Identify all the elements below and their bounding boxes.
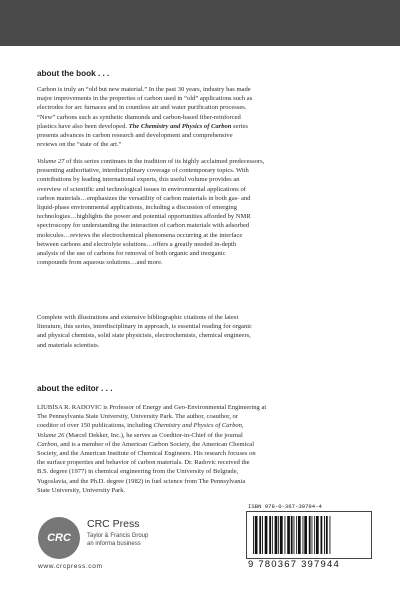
barcode-bar [262, 516, 263, 554]
barcode-bar [255, 516, 258, 554]
barcode-bar [309, 516, 311, 554]
barcode-bar [314, 516, 315, 554]
text-line: electrodes for arc furnaces and in countless air and water purification processes. [37, 104, 247, 112]
text-line: Yugoslavia, and the Ph.D. degree (1982) in fuel science from The Pennsylvania [37, 477, 246, 485]
text-line: and materials scientists. [37, 341, 100, 349]
text-line: molecules…reviews the electrochemical phenomena occurring at the interface [37, 231, 243, 239]
about-book-heading: about the book . . . [37, 69, 110, 78]
text-run: coeditor of over 150 publications, including [37, 422, 154, 430]
text-line: presents advances in carbon research and development and comprehensive [37, 132, 233, 140]
crc-logo [38, 517, 80, 559]
book-title: Chemistry and Physics of Carbon, [153, 422, 244, 430]
barcode-bar [321, 516, 323, 554]
barcode-bar [303, 516, 304, 554]
text-line: State University, University Park. [37, 486, 126, 494]
text-line: liquid-phase environmental applications, including a discussion of emerging [37, 204, 237, 212]
text-line: B.S. degree (1977) in chemical engineering from the University of Belgrade, [37, 468, 239, 476]
barcode-bar [298, 516, 301, 554]
text-line: presenting authoritative, interdisciplinary coverage of contemporary topics. With [37, 167, 249, 175]
barcode-bar [275, 516, 278, 554]
about-book-paragraph-2 [37, 157, 365, 267]
text-run: (Marcel Dekker, Inc.), he serves as Coeditor-in-Chief of the journal [64, 431, 243, 439]
about-book-paragraph-1 [37, 85, 365, 149]
barcode-bar [330, 516, 331, 554]
barcode-bar [280, 516, 283, 554]
text-run: of this series continues in the tradition of its highly acclaimed predecessors, [64, 158, 265, 165]
barcode-bar [272, 516, 273, 554]
isbn-label: ISBN 978-0-367-39794-4 [248, 503, 322, 510]
volume-ref: Volume 26 [37, 431, 65, 439]
text-line: Complete with illustrations and extensive bibliographic citations of the latest [37, 314, 239, 321]
text-run: , and is a member of the American Carbon Society, the American Chemical [57, 440, 255, 448]
publisher-name: CRC Press [87, 518, 140, 530]
crc-logo-text: CRC [47, 532, 71, 544]
barcode-bar [269, 516, 271, 554]
text-line [37, 431, 365, 440]
publisher-group: Taylor & Francis Group [87, 533, 149, 539]
about-book-paragraph-3 [37, 313, 365, 350]
volume-ref: Volume 27 [37, 158, 65, 165]
text-line: LİUBİSA R. RADOVIC is Professor of Energy and Geo-Environmental Engineering at [37, 404, 267, 411]
barcode-bar [316, 516, 319, 554]
text-line [37, 157, 365, 166]
text-line: Society, and the American Institute of Chemical Engineers. His research focuses on [37, 450, 256, 458]
barcode-bar [296, 516, 297, 554]
barcode-bar [278, 516, 279, 554]
text-line: major improvements in the properties of carbon used in “old” applications such as [37, 95, 253, 103]
text-line: “New” carbons such as synthetic diamonds and carbon-based fiber-reinforced [37, 113, 241, 121]
barcode-bar [259, 516, 261, 554]
barcode-bar [291, 516, 293, 554]
barcode-bar [265, 516, 268, 554]
text-line: spectroscopy for understanding the interaction of carbon materials with adsorbed [37, 222, 250, 230]
text-line: reviews on the “state of the art.” [37, 141, 122, 149]
barcode-bar [304, 516, 307, 554]
barcode-bar [253, 516, 254, 554]
publisher-tagline: an informa business [87, 540, 141, 547]
text-line: between carbons and electrolyte solutions…offers a greatly needed in-depth [37, 240, 237, 248]
text-line: analysis of the use of carbons for removal of both organic and inorganic [37, 250, 226, 258]
barcode-bar [326, 516, 328, 554]
text-line: technologies…highlights the power and potential opportunities afforded by NMR [37, 213, 251, 221]
text-run: plastics have also been developed. [37, 122, 127, 130]
barcode [246, 511, 372, 559]
barcode-number: 9 780367 397944 [248, 559, 340, 570]
text-line: and physical chemists, solid state physicists, electrochemists, chemical engineers, [37, 332, 251, 340]
publisher-url: www.crcpress.com [38, 563, 103, 570]
barcode-bar [312, 516, 313, 554]
text-line: the surface properties and behavior of carbon materials. Dr. Radovic received the [37, 459, 250, 467]
text-run: series [231, 122, 248, 130]
about-editor-paragraph [37, 403, 365, 495]
barcode-bar [324, 516, 325, 554]
barcode-bars [247, 512, 371, 558]
text-line: overview of scientific and technological issues in environmental applications of [37, 185, 246, 193]
barcode-bar [294, 516, 295, 554]
text-line: The Pennsylvania State University, University Park. The author, coauthor, or [37, 413, 238, 421]
journal-title: Carbon [37, 440, 58, 448]
text-line: literature, this series, interdisciplinary in approach, is essential reading for organic [37, 323, 252, 331]
publisher-subtitle [87, 533, 148, 548]
barcode-bar [285, 516, 286, 554]
series-title: The Chemistry and Physics of Carbon [128, 122, 232, 130]
text-line [37, 421, 365, 430]
text-line: Carbon is truly an “old but new material.” In the past 30 years, industry has made [37, 86, 251, 93]
text-line [37, 440, 365, 449]
text-line: contributions by leading international experts, this useful volume provides an [37, 176, 240, 184]
text-line: compounds from aqueous solutions…and more. [37, 259, 163, 267]
barcode-bar [287, 516, 290, 554]
text-line [37, 122, 365, 131]
about-editor-heading: about the editor . . . [37, 384, 113, 393]
top-color-band [0, 0, 400, 46]
text-line: carbon materials…emphasizes the versatility of carbon materials in both gas- and [37, 194, 251, 202]
